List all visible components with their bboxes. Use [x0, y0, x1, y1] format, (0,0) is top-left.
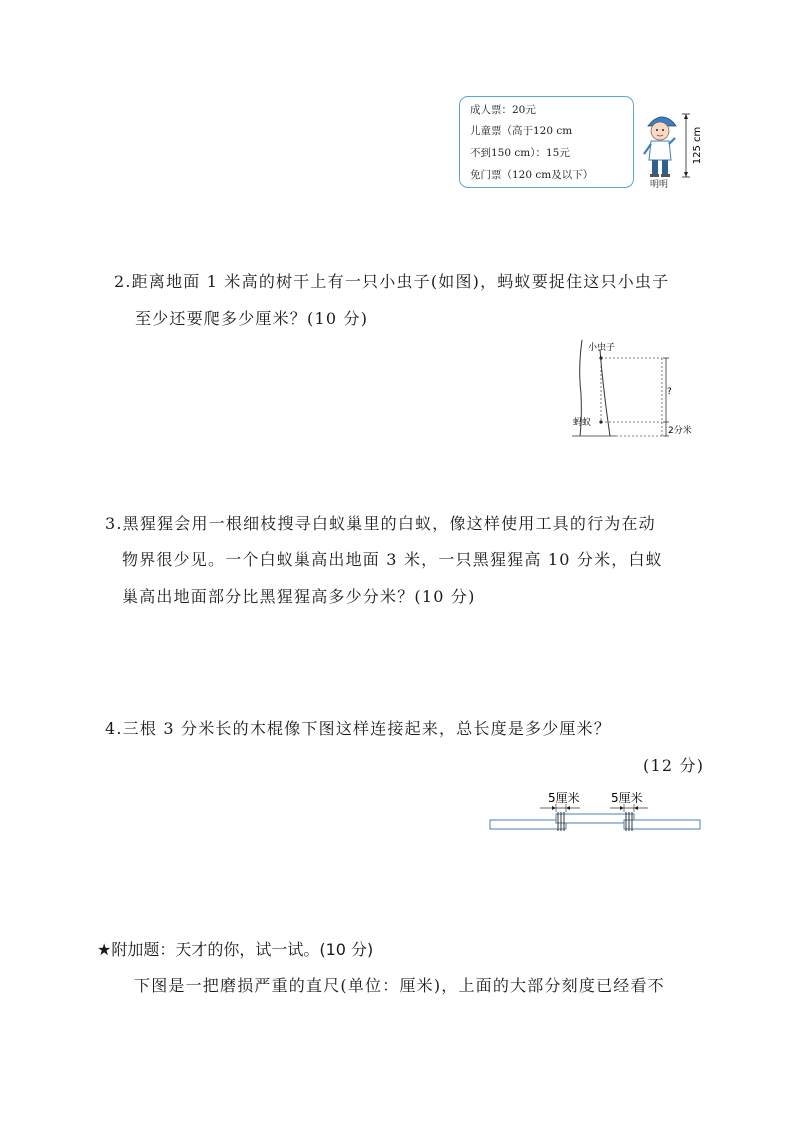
q4-figure: [488, 788, 702, 834]
ticket-free: 免门票（120 cm及以下）: [470, 169, 594, 181]
child-height-label: 125 cm: [692, 126, 703, 165]
q4-overlap-left-label: 5厘米: [548, 791, 580, 805]
q3-line1: 3.黑猩猩会用一根细枝搜寻白蚁巢里的白蚁，像这样使用工具的行为在动: [105, 514, 656, 533]
q2-line2: 至少还要爬多少厘米？(10 分): [135, 309, 369, 328]
q4-overlap-right-label: 5厘米: [611, 791, 643, 805]
ticket-adult: 成人票：20元: [470, 104, 536, 116]
ticket-child: 儿童票（高于120 cm: [470, 125, 573, 137]
bonus-line1: 下图是一把磨损严重的直尺(单位：厘米)，上面的大部分刻度已经看不: [134, 976, 665, 995]
bonus-title: ★附加题：天才的你，试一试。(10 分): [97, 940, 374, 959]
ticket-info-box: [459, 96, 634, 188]
q3-line3: 巢高出地面部分比黑猩猩高多少分米？(10 分): [122, 587, 476, 606]
q2-line1: 2.距离地面 1 米高的树干上有一只小虫子(如图)，蚂蚁要捉住这只小虫子: [114, 272, 670, 291]
q4-line1: 4.三根 3 分米长的木棍像下图这样连接起来，总长度是多少厘米？: [105, 719, 612, 738]
child-name: 明明: [650, 180, 669, 190]
q2-ant-label: 蚂蚁: [573, 418, 592, 428]
q3-line2: 物界很少见。一个白蚁巢高出地面 3 米，一只黑猩猩高 10 分米，白蚁: [122, 550, 663, 569]
q2-bug-label: 小虫子: [588, 343, 616, 353]
ticket-child-range: 不到150 cm）：15元: [470, 147, 570, 159]
q4-score: (12 分): [643, 756, 705, 775]
q2-unknown-label: ?: [667, 387, 672, 397]
q2-distance-label: 2分米: [668, 426, 692, 436]
q2-figure: [570, 338, 702, 442]
